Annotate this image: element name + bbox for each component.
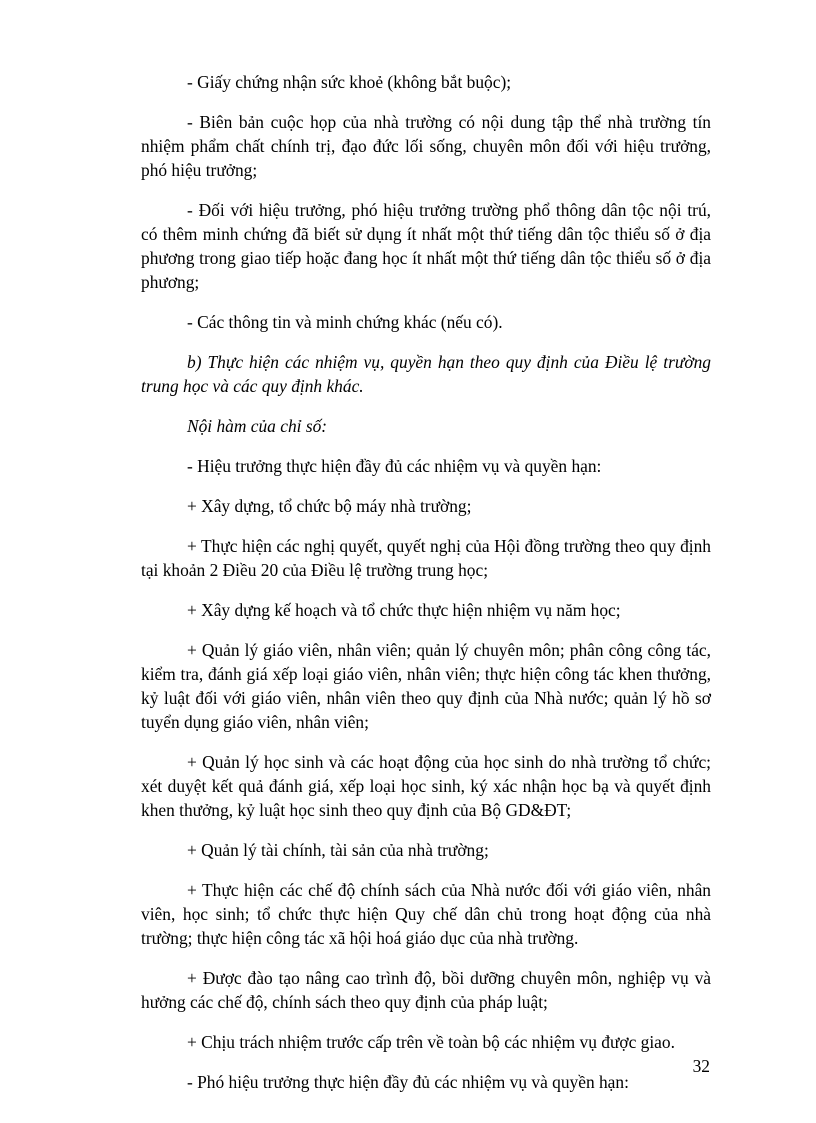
paragraph-manage-teachers: + Quản lý giáo viên, nhân viên; quản lý chuyên môn; phân công công tác, kiểm tra, đánh giá xếp loại giáo viên, nhân viên; thực hiện công tác khen thưởng, kỷ luật đối với giáo viên, nhân viên theo quy định của Nhà nước; quản lý hồ sơ tuyển dụng giáo viên, nhân viên;	[141, 640, 711, 732]
paragraph-criterion-b: b) Thực hiện các nhiệm vụ, quyền hạn theo quy định của Điều lệ trường trung học và các quy định khác.	[141, 352, 711, 396]
paragraph-responsibility: + Chịu trách nhiệm trước cấp trên về toàn bộ các nhiệm vụ được giao.	[187, 1032, 675, 1052]
page-number: 32	[692, 1056, 710, 1076]
page-body	[141, 70, 711, 1110]
paragraph-indicator-content: Nội hàm của chỉ số:	[187, 416, 328, 436]
paragraph-health-certificate: - Giấy chứng nhận sức khoẻ (không bắt buộc);	[187, 72, 512, 92]
paragraph-implement-resolutions: + Thực hiện các nghị quyết, quyết nghị của Hội đồng trường theo quy định tại khoản 2 Điều 20 của Điều lệ trường trung học;	[141, 536, 711, 580]
paragraph-vice-principal-duties: - Phó hiệu trưởng thực hiện đầy đủ các nhiệm vụ và quyền hạn:	[187, 1072, 629, 1092]
paragraph-manage-students: + Quản lý học sinh và các hoạt động của học sinh do nhà trường tổ chức; xét duyệt kết quả đánh giá, xếp loại học sinh, ký xác nhận học bạ và quyết định khen thưởng, kỷ luật học sinh theo quy định của Bộ GD&ĐT;	[141, 752, 711, 820]
paragraph-meeting-minutes: - Biên bản cuộc họp của nhà trường có nội dung tập thể nhà trường tín nhiệm phẩm chất chính trị, đạo đức lối sống, chuyên môn đối với hiệu trưởng, phó hiệu trưởng;	[141, 112, 711, 180]
paragraph-training: + Được đào tạo nâng cao trình độ, bồi dưỡng chuyên môn, nghiệp vụ và hưởng các chế độ, chính sách theo quy định của pháp luật;	[141, 968, 711, 1012]
paragraph-implement-policies: + Thực hiện các chế độ chính sách của Nhà nước đối với giáo viên, nhân viên, học sinh; tổ chức thực hiện Quy chế dân chủ trong hoạt động của nhà trường; thực hiện công tác xã hội hoá giáo dục của nhà trường.	[141, 880, 711, 948]
paragraph-annual-plan: + Xây dựng kế hoạch và tổ chức thực hiện nhiệm vụ năm học;	[187, 600, 621, 620]
paragraph-ethnic-boarding-school: - Đối với hiệu trưởng, phó hiệu trưởng trường phổ thông dân tộc nội trú, có thêm minh chứng đã biết sử dụng ít nhất một thứ tiếng dân tộc thiểu số ở địa phương trong giao tiếp hoặc đang học ít nhất một thứ tiếng dân tộc thiểu số ở địa phương;	[141, 200, 711, 292]
paragraph-other-evidence: - Các thông tin và minh chứng khác (nếu có).	[187, 312, 503, 332]
paragraph-manage-finance: + Quản lý tài chính, tài sản của nhà trường;	[187, 840, 489, 860]
paragraph-principal-duties: - Hiệu trưởng thực hiện đầy đủ các nhiệm vụ và quyền hạn:	[187, 456, 602, 476]
paragraph-organize-apparatus: + Xây dựng, tổ chức bộ máy nhà trường;	[187, 496, 472, 516]
